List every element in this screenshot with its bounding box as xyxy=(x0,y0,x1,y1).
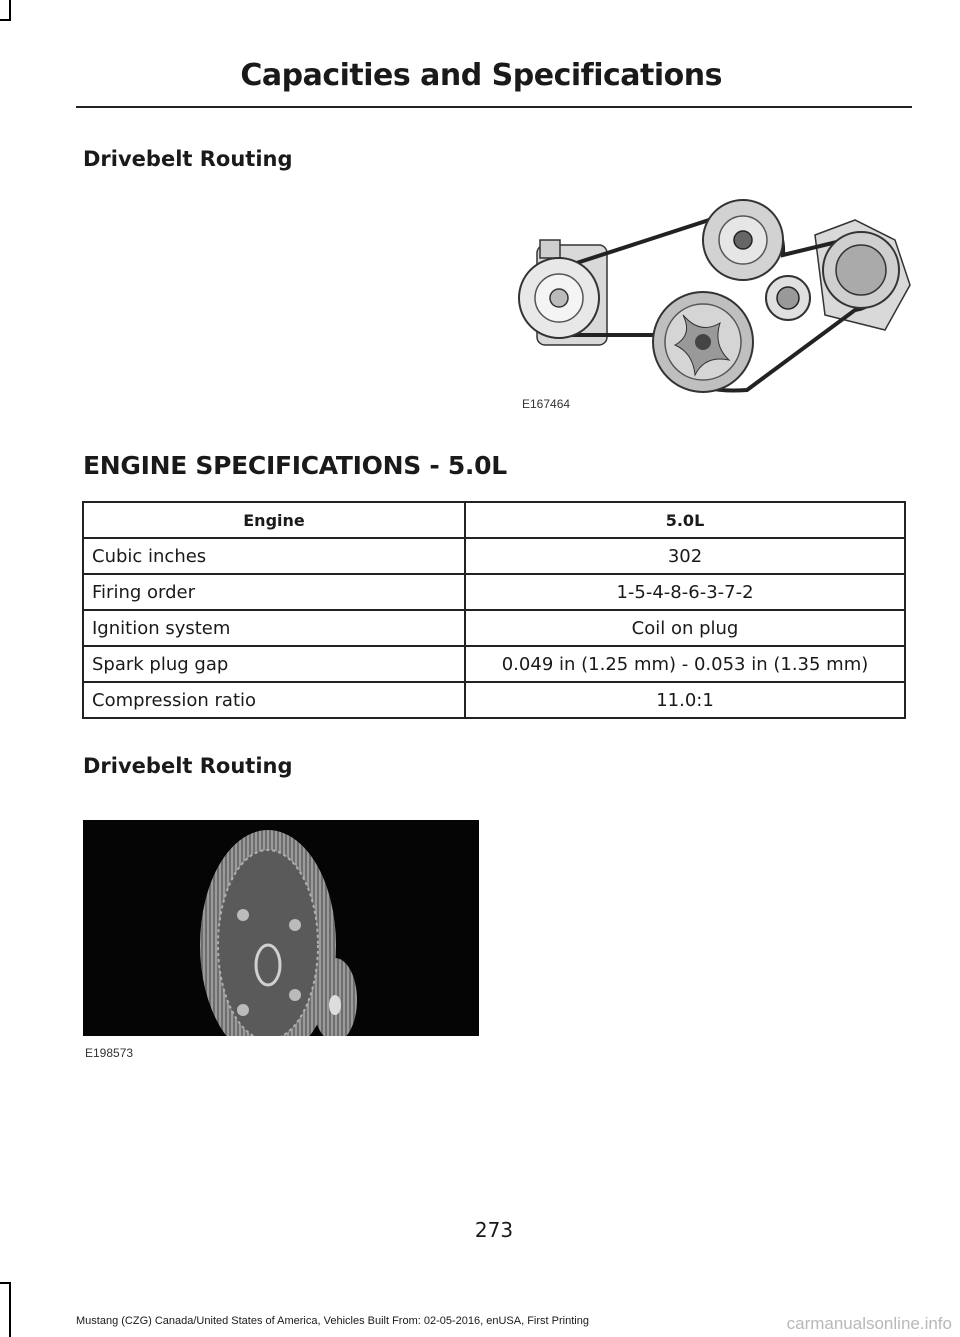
table-row xyxy=(83,538,905,574)
page-title: Capacities and Specifications xyxy=(240,58,722,93)
section-heading: Drivebelt Routing xyxy=(83,147,293,171)
spec-label: Compression ratio xyxy=(83,682,465,718)
table-header-row xyxy=(83,502,905,538)
table-row xyxy=(83,574,905,610)
section-heading: Drivebelt Routing xyxy=(83,754,293,778)
spec-label: Firing order xyxy=(83,574,465,610)
crop-mark xyxy=(0,1282,11,1284)
footer-text: Mustang (CZG) Canada/United States of America, Vehicles Built From: 02-05-2016, enUSA, First Printing xyxy=(76,1315,589,1327)
table-row xyxy=(83,646,905,682)
engine-specs-heading: ENGINE SPECIFICATIONS - 5.0L xyxy=(83,451,507,480)
drivebelt-diagram-photo xyxy=(83,820,479,1036)
spec-label: Ignition system xyxy=(83,610,465,646)
spec-value: Coil on plug xyxy=(465,610,905,646)
figure-code: E167464 xyxy=(522,397,571,411)
page-number: 273 xyxy=(474,1218,514,1242)
crop-mark xyxy=(9,0,11,20)
table-row xyxy=(83,682,905,718)
table-row xyxy=(83,610,905,646)
engine-specs-table xyxy=(82,501,906,719)
drivebelt-diagram-v8 xyxy=(515,195,915,395)
column-header: 5.0L xyxy=(465,502,905,538)
column-header: Engine xyxy=(83,502,465,538)
figure-code: E198573 xyxy=(85,1046,134,1060)
spec-value: 1-5-4-8-6-3-7-2 xyxy=(465,574,905,610)
spec-label: Spark plug gap xyxy=(83,646,465,682)
spec-value: 11.0:1 xyxy=(465,682,905,718)
watermark: carmanualsonline.info xyxy=(786,1314,952,1333)
spec-value: 302 xyxy=(465,538,905,574)
header-divider xyxy=(76,106,912,108)
spec-value: 0.049 in (1.25 mm) - 0.053 in (1.35 mm) xyxy=(465,646,905,682)
spec-label: Cubic inches xyxy=(83,538,465,574)
crop-mark xyxy=(0,19,11,21)
crop-mark xyxy=(9,1282,11,1337)
